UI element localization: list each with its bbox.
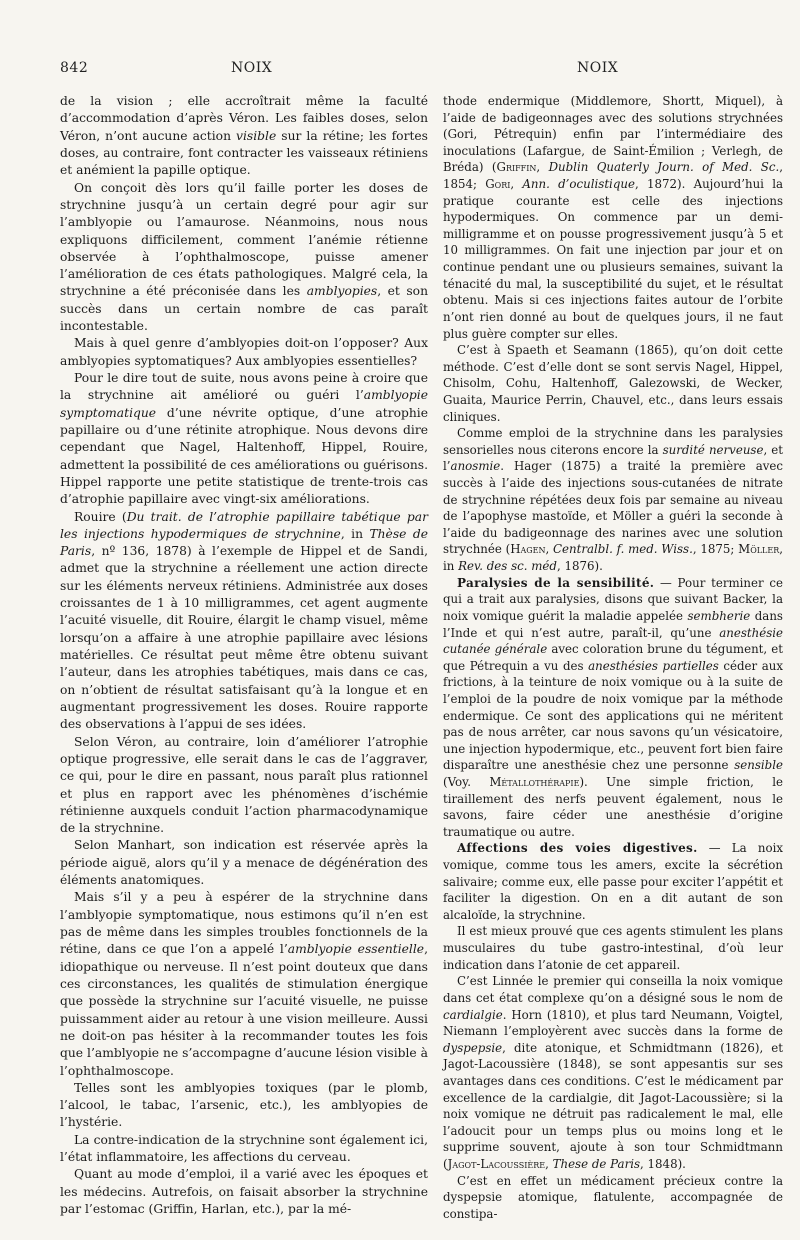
paragraph — [443, 342, 783, 425]
text-run: On conçoit dès lors qu’il faille porter les doses de strychnine jusqu’à un certain degré pour agir sur l’amblyopie ou l’amaurose. Néanmoins, nous nous expliquons difficilement, comment l’anémie rétienne observée à l’ophthalmoscope, puisse amener l’amélioration de ces états pathologiques. Malgré cela, la strychnine a été préconisée dans les — [60, 180, 428, 299]
text-run: , idiopathique ou nerveuse. Il n’est point douteux que dans ces circonstances, les qualités de stimulation énergique que possède la strychnine sur l’acuité visuelle, ne puisse puissamment aider au retour à une vision meilleure. Aussi ne doit-on pas hésiter à la recommander toutes les fois que l’amblyopie ne s’accompagne d’aucune lésion visible à l’ophthalmoscope. — [60, 942, 428, 1078]
italic-text: sembherie — [687, 608, 751, 623]
text-run: , 1848). — [640, 1157, 686, 1171]
text-run: de la vision ; elle accroîtrait même la faculté d’accommodation d’après Véron. Les faibles doses, selon Véron, n’ont aucune action — [60, 94, 428, 143]
text-run: . Hager (1875) a traité la première avec succès à l’aide des injections sous-cutanées de nitrate de strychnine répétées deux fois par semaine au niveau de l’apophyse mastoïde, et Möller a guéri la seconde à l’aide du badigeonnage des narines avec une solution strychnée ( — [443, 459, 783, 557]
text-run: ). Une simple friction, le tiraillement des nerfs peuvent également, nous le savons, faire céder une anesthésie d’origine traumatique ou autre. — [443, 774, 783, 839]
text-run: , 1875; — [692, 542, 739, 557]
text-run: C’est à Spaeth et Seamann (1865), qu’on doit cette méthode. C’est d’elle dont se sont servis Nagel, Hippel, Chisolm, Cohu, Haltenhoff, Galezowski, de Wecker, Guaita, Maurice Perrin, Chauvel, etc., dans leurs essais cliniques. — [443, 343, 783, 424]
paragraph — [443, 840, 783, 923]
text-run: Selon Manhart, son indication est réservée après la période aiguë, alors qu’il y a menace de dégénération des éléments anatomiques. — [60, 838, 428, 888]
italic-text: sensible — [734, 758, 783, 773]
text-run: Mais s’il y a peu à espérer de la strychnine dans l’amblyopie symptomatique, nous estimons qu’il n’en est pas de même dans les simples troubles fonctionnels de la rétine, dans ce que l’on a appelé l’ — [60, 890, 428, 957]
paragraph — [443, 93, 783, 342]
text-run: , et l’ — [443, 442, 783, 474]
text-run: , nº 136, 1878) à l’exemple de Hippel et de Sandi, admet que la strychnine a réellement une action directe sur les éléments nerveux rétiniens. Administrée aux doses croissantes de 1 à 10 milligrammes, cet agent augmente l’acuité visuelle, dit Rouire, élargit le champ visuel, même lorsqu’on a affaire à une atrophie papillaire avec lésions matérielles. Ce résultat peut même être obtenu suivant l’auteur, dans les atrophies tabétiques, mais dans ce cas, on n’obtient de résultat satisfaisant qu’à la longue et en augmentant progressivement les doses. Rouire rapporte des observations à l’appui de ses idées. — [60, 544, 428, 732]
italic-text: amblyopies — [306, 284, 378, 299]
text-run: . Horn (1810), et plus tard Neumann, Voigtel, Niemann l’employèrent avec succès dans la forme de — [443, 1007, 783, 1039]
text-run: Pour le dire tout de suite, nous avons peine à croire que la strychnine ait amélioré ou guéri l’ — [60, 371, 428, 403]
paragraph — [443, 1173, 783, 1223]
italic-text: anesthésies partielles — [588, 658, 719, 673]
text-run: , in — [443, 542, 783, 574]
right-column — [443, 93, 783, 1222]
text-run: , in — [340, 526, 370, 541]
section-lead: Affections des voies digestives. — [457, 841, 698, 856]
italic-text: anosmie — [450, 459, 501, 474]
small-caps-name: Griffin — [496, 160, 537, 175]
italic-text: cardialgie — [443, 1007, 503, 1022]
text-run: C’est Linnée le premier qui conseilla la noix vomique dans cet état complexe qu’on a désigné sous le nom de — [443, 974, 783, 1005]
italic-text: Centralbl. f. med. Wiss. — [553, 542, 693, 557]
small-caps-name: Gori — [485, 177, 511, 192]
italic-text: amblyopie symptomatique — [60, 388, 428, 420]
left-column — [60, 93, 428, 1218]
text-run: dans l’Inde et qui n’est autre, paraît-il, qu’une — [443, 608, 783, 640]
text-run: sur la rétine; les fortes doses, au contraire, font contracter les vaisseaux rétiniens et anémient la papille optique. — [60, 128, 428, 178]
text-run: , et son succès dans un certain nombre de cas paraît incontestable. — [60, 284, 428, 334]
text-run: , — [536, 160, 549, 175]
paragraph — [60, 1166, 428, 1218]
small-caps-name: Métallothérapie — [489, 774, 580, 789]
paragraph — [60, 1080, 428, 1132]
paragraph — [60, 1132, 428, 1167]
text-run: , — [545, 542, 554, 557]
text-run: , — [545, 1157, 553, 1171]
paragraph — [443, 973, 783, 1172]
paragraph — [443, 923, 783, 973]
text-run: , 1854; — [443, 160, 783, 192]
text-run: avec coloration brune du tégument, et que Pétrequin a vu des — [443, 642, 784, 673]
text-run: C’est en effet un médicament précieux contre la dyspepsie atomique, flatulente, accompagnée de constipa- — [443, 1173, 783, 1221]
text-run: Mais à quel genre d’amblyopies doit-on l’opposer? Aux amblyopies syptomatiques? Aux amblyopies essentielles? — [60, 336, 428, 368]
paragraph — [60, 837, 428, 889]
italic-text: amblyopie essentielle — [287, 942, 425, 957]
section-lead: Paralysies de la sensibilité. — [457, 575, 655, 590]
text-run: Selon Véron, au contraire, loin d’améliorer l’atrophie optique progressive, elle serait dans le cas de l’aggraver, ce qui, pour le dire en passant, nous paraît plus rationnel et plus en rapport avec les phénomènes d’ischémie rétinienne auxquels conduit l’action pharmacodynamique de la strychnine. — [60, 734, 428, 836]
text-run: , dite atonique, et Schmidtmann (1826), et Jagot-Lacoussière (1848), se sont appesantis sur ses avantages dans ces conditions. C’est le médicament par excellence de la cardialgie, dit Jagot-Lacoussière; si la noix vomique ne détruit pas radicalement le mal, elle l’adoucit pour un temps plus ou moins long et le supprime souvent, ajoute à son tour Schmidtmann ( — [443, 1040, 783, 1171]
small-caps-name: Möller — [738, 542, 780, 557]
italic-text: Rev. des sc. méd — [458, 559, 557, 574]
running-title-left: NOIX — [231, 60, 273, 76]
running-title-right: NOIX — [577, 60, 619, 76]
paragraph — [60, 335, 428, 370]
text-run: céder aux frictions, à la teinture de noix vomique ou à la suite de l’emploi de la poudre de noix vomique par la méthode endermique. Ce sont des applications qui ne méritent pas de nous arrêter, car nous savons qu’un vésicatoire, une injection hypodermique, etc., peuvent fort bien faire disparaître une anesthésie chez une personne — [443, 658, 783, 773]
italic-text: These de Paris — [552, 1157, 641, 1171]
text-run: Il est mieux prouvé que ces agents stimulent les plans musculaires du tube gastro-intestinal, d’où leur indication dans l’atonie de cet appareil. — [443, 924, 783, 972]
text-run: , 1876). — [556, 559, 603, 574]
italic-text: Ann. d’oculistique — [522, 177, 635, 192]
text-run: d’une névrite optique, d’une atrophie papillaire ou d’une rétinite atrophique. Nous devons dire cependant que Nagel, Haltenhoff, Hippel, Rouire, admettent la possibilité de ces améliorations ou guérisons. Hippel rapporte une petite statistique de trente-trois cas d’atrophie papillaire avec vingt-six améliorations. — [60, 405, 428, 507]
text-run: — Pour terminer ce qui a trait aux paralysies, disons que suivant Backer, la noix vomique guérit la maladie appelée — [443, 575, 783, 623]
text-run: Comme emploi de la strychnine dans les paralysies sensorielles nous citerons encore la — [443, 426, 783, 457]
paragraph — [60, 93, 428, 180]
text-run: (Voy. — [443, 774, 490, 789]
italic-text: Du trait. de l’atrophie papillaire tabétique par les injections hypodermiques de strychnine — [60, 509, 428, 541]
paragraph — [60, 889, 428, 1079]
paragraph — [60, 180, 428, 336]
text-run: Telles sont les amblyopies toxiques (par le plomb, l’alcool, le tabac, l’arsenic, etc.), les amblyopies de l’hystérie. — [60, 1080, 428, 1130]
paragraph — [443, 425, 783, 574]
text-run: Rouire ( — [74, 509, 127, 524]
text-run: , — [510, 177, 523, 192]
paragraph — [60, 734, 428, 838]
paragraph — [60, 370, 428, 509]
text-run: La contre-indication de la strychnine sont également ici, l’état inflammatoire, les affections du cerveau. — [60, 1132, 428, 1165]
italic-text: Dublin Quaterly Journ. of Med. Sc. — [548, 160, 780, 175]
small-caps-name: Jagot-Lacoussière — [447, 1157, 546, 1171]
italic-text: Thèse de Paris — [60, 526, 429, 559]
italic-text: surdité nerveuse — [662, 442, 764, 457]
text-run: — La noix vomique, comme tous les amers, excite la sécrétion salivaire; comme eux, elle passe pour exciter l’appétit et faciliter la digestion. On en a dit autant de son alcaloïde, la strychnine. — [443, 841, 783, 922]
paragraph — [60, 509, 428, 734]
small-caps-name: Hagen — [510, 542, 546, 557]
text-run: thode endermique (Middlemore, Shortt, Miquel), à l’aide de badigeonnages avec des solutions strychnées (Gori, Pétrequin) enfin par l’intermédiaire des inoculations (Lafargue, de Saint-Émilion ; Verlegh, de Bréda) ( — [443, 94, 783, 175]
text-run: , 1872). Aujourd’hui la pratique courante est celle des injections hypodermiques. On commence par un demi-milligramme et on pousse progressivement jusqu’à 5 et 10 milligrammes. On fait une injection par jour et on continue pendant une ou plusieurs semaines, suivant la ténacité du mal, la susceptibilité du sujet, et le résultat obtenu. Mais si ces injections faites autour de l’orbite n’ont rien donné au bout de quelques jours, il ne faut plus guère compter sur elles. — [443, 177, 783, 341]
page-number: 842 — [60, 60, 89, 76]
text-run: Quant au mode d’emploi, il a varié avec les époques et les médecins. Autrefois, on faisait absorber la strychnine par l’estomac (Griffin, Harlan, etc.), par la mé- — [60, 1167, 428, 1216]
italic-text: visible — [236, 128, 277, 143]
paragraph — [443, 575, 783, 841]
italic-text: anesthésie cutanée générale — [443, 625, 783, 657]
italic-text: dyspepsie — [443, 1040, 503, 1055]
